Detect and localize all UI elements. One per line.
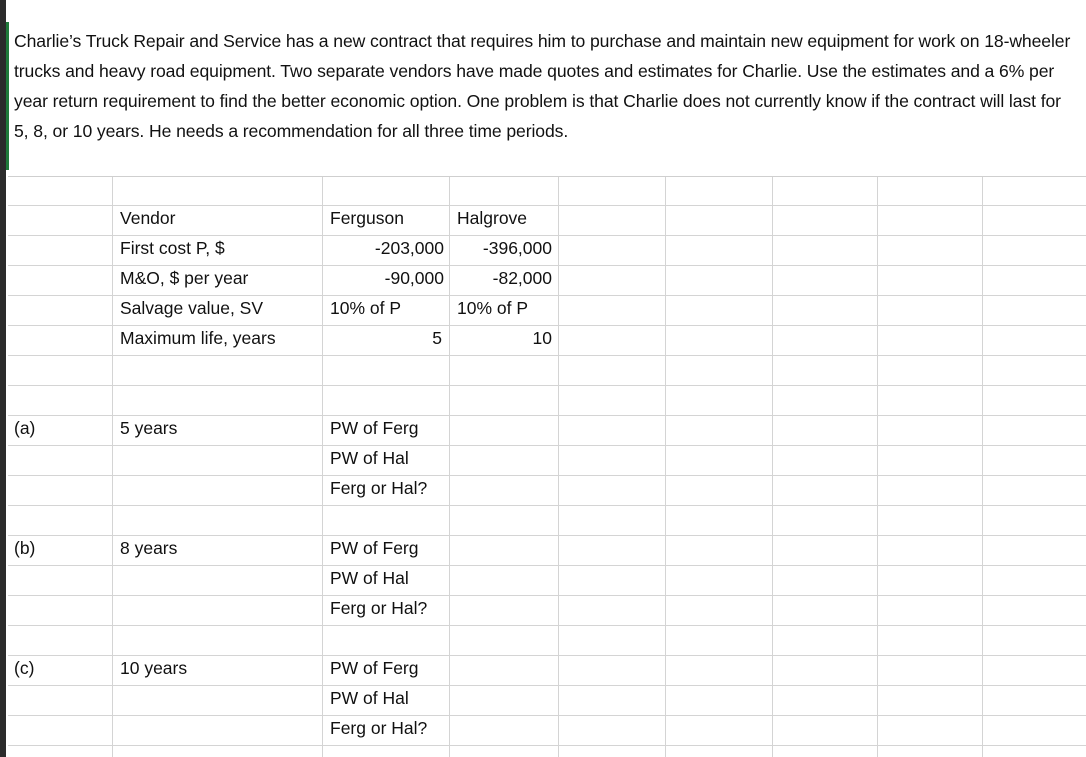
max-life-label-cell[interactable]: Maximum life, years <box>120 328 276 348</box>
part-b-pw-ferg-cell[interactable]: PW of Ferg <box>330 538 419 558</box>
gridline <box>8 415 1086 416</box>
halgrove-max-life-cell[interactable]: 10 <box>532 328 552 348</box>
part-c-tag-cell[interactable]: (c) <box>14 658 35 678</box>
gridline <box>8 235 1086 236</box>
gridline <box>8 325 1086 326</box>
part-b-choice-cell[interactable]: Ferg or Hal? <box>330 598 428 618</box>
ferguson-header-cell[interactable]: Ferguson <box>330 208 404 228</box>
ferguson-salvage-cell[interactable]: 10% of P <box>330 298 402 318</box>
gridline <box>8 355 1086 356</box>
gridline <box>8 176 1086 177</box>
ferguson-first-cost-cell[interactable]: -203,000 <box>374 238 444 258</box>
ferguson-mo-cell[interactable]: -90,000 <box>384 268 444 288</box>
gridline <box>8 715 1086 716</box>
part-c-choice-cell[interactable]: Ferg or Hal? <box>330 718 428 738</box>
gridline <box>8 565 1086 566</box>
gridline <box>772 176 773 757</box>
part-a-pw-ferg-cell[interactable]: PW of Ferg <box>330 418 419 438</box>
gridline <box>8 385 1086 386</box>
gridline <box>558 176 559 757</box>
part-b-pw-hal-cell[interactable]: PW of Hal <box>330 568 409 588</box>
part-c-period-cell[interactable]: 10 years <box>120 658 188 678</box>
part-a-pw-hal-cell[interactable]: PW of Hal <box>330 448 409 468</box>
salvage-label-cell[interactable]: Salvage value, SV <box>120 298 264 318</box>
part-a-tag-cell[interactable]: (a) <box>14 418 36 438</box>
gridline <box>8 625 1086 626</box>
problem-text-cell[interactable]: Charlie’s Truck Repair and Service has a new contract that requires him to purchase and maintain new equipment for work on 18-wheeler trucks and heavy road equipment. Two separate vendors have made quotes and estimates for Charlie. Use the estimates and a 6% per year return requirement to find the better economic option. One problem is that Charlie does not currently know if the contract will last for 5, 8, or 10 years. He needs a recommendation for all three time periods. <box>14 31 1071 141</box>
gridline <box>112 176 113 757</box>
gridline <box>877 176 878 757</box>
first-cost-label-cell[interactable]: First cost P, $ <box>120 238 225 258</box>
gridline <box>8 595 1086 596</box>
gridline <box>8 295 1086 296</box>
halgrove-header-cell[interactable]: Halgrove <box>457 208 528 228</box>
part-b-period-cell[interactable]: 8 years <box>120 538 178 558</box>
part-c-pw-ferg-cell[interactable]: PW of Ferg <box>330 658 419 678</box>
halgrove-first-cost-cell[interactable]: -396,000 <box>482 238 552 258</box>
halgrove-mo-cell[interactable]: -82,000 <box>492 268 552 288</box>
gridline <box>8 445 1086 446</box>
gridline <box>449 176 450 757</box>
gridline <box>8 535 1086 536</box>
halgrove-salvage-cell[interactable]: 10% of P <box>457 298 529 318</box>
vendor-header-cell[interactable]: Vendor <box>120 208 176 228</box>
part-c-pw-hal-cell[interactable]: PW of Hal <box>330 688 409 708</box>
part-a-period-cell[interactable]: 5 years <box>120 418 178 438</box>
mo-label-cell[interactable]: M&O, $ per year <box>120 268 249 288</box>
gridline <box>8 745 1086 746</box>
gridline <box>665 176 666 757</box>
gridline <box>322 176 323 757</box>
ferguson-max-life-cell[interactable]: 5 <box>432 328 442 348</box>
gridline <box>8 505 1086 506</box>
gridline <box>982 176 983 757</box>
part-a-choice-cell[interactable]: Ferg or Hal? <box>330 478 428 498</box>
part-b-tag-cell[interactable]: (b) <box>14 538 36 558</box>
gridline <box>8 265 1086 266</box>
gridline <box>8 655 1086 656</box>
gridline <box>8 685 1086 686</box>
gridline <box>8 205 1086 206</box>
gridline <box>8 475 1086 476</box>
